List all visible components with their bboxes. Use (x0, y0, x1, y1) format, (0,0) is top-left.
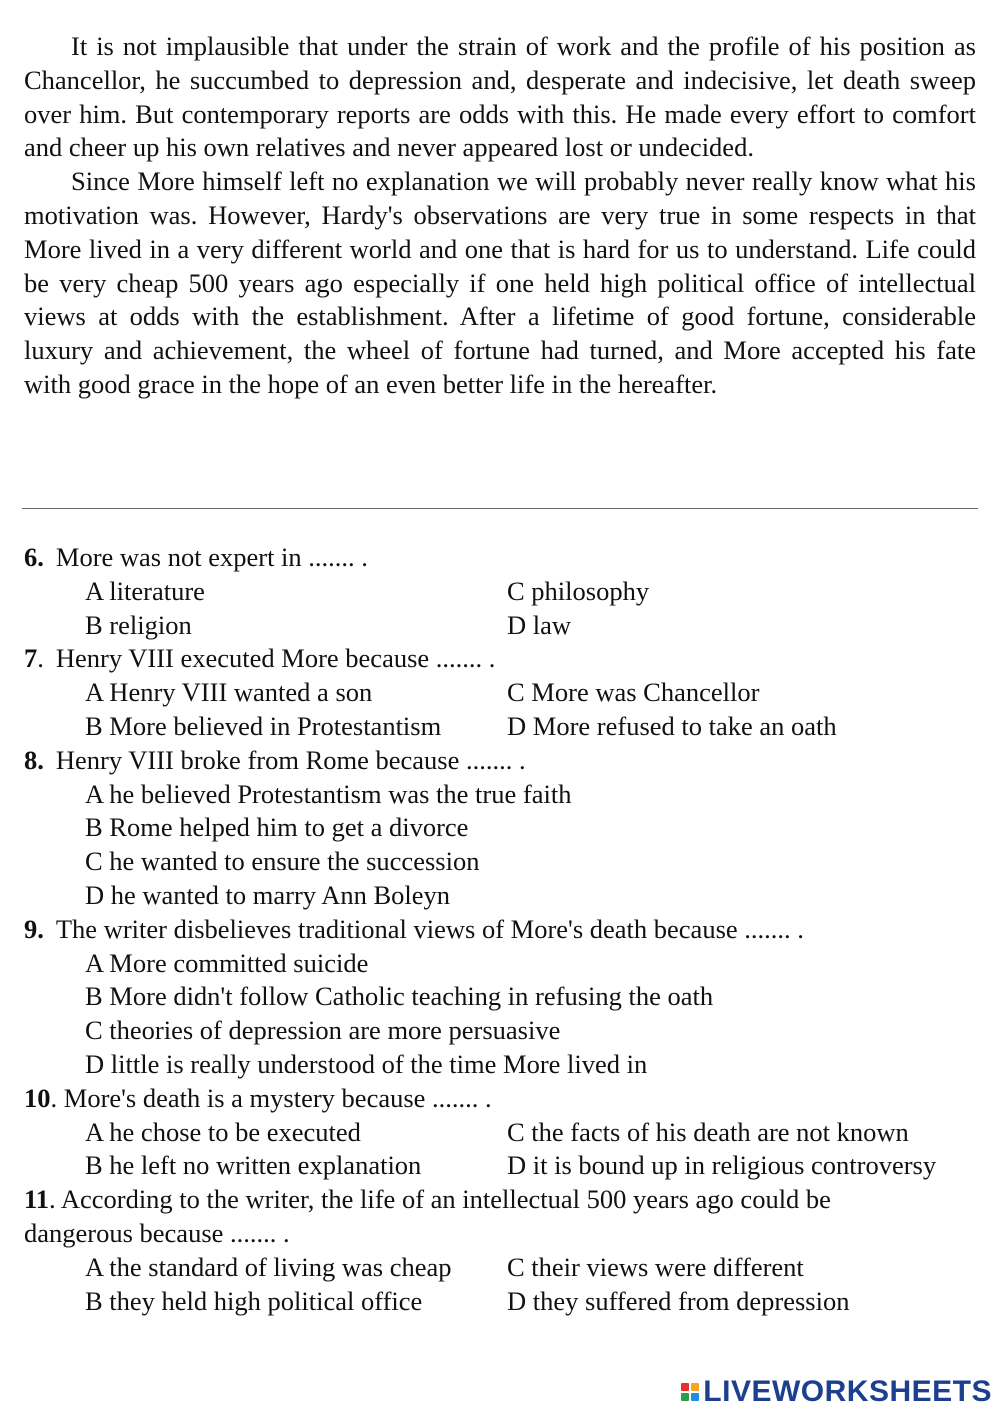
liveworksheets-logo (681, 1376, 992, 1408)
logo-text: LIVEWORKSHEETS (703, 1375, 992, 1408)
option-a[interactable]: A he believed Protestantism was the true faith (85, 778, 572, 809)
options-row (24, 676, 994, 710)
options-row (24, 1251, 994, 1285)
option-c[interactable]: C he wanted to ensure the succession (85, 846, 480, 877)
option-b[interactable]: B More believed in Protestantism (85, 710, 442, 741)
question-text: According to the writer, the life of an intellectual 500 years ago could be dangerous because ....... . (24, 1184, 831, 1248)
options-row (24, 1285, 994, 1319)
question-number: 6. (24, 542, 44, 572)
options-row (24, 778, 994, 812)
options-row (24, 710, 994, 744)
question-number-period: . (49, 1184, 56, 1215)
question-number: 9. (24, 913, 44, 944)
question-text: More's death is a mystery because ....... . (57, 1082, 492, 1113)
option-a[interactable]: A he chose to be executed (85, 1116, 361, 1147)
logo-square (691, 1393, 699, 1401)
question-text: The writer disbelieves traditional views of More's death because ....... . (55, 913, 804, 944)
options-row (24, 980, 994, 1014)
option-d[interactable]: D little is really understood of the time More lived in (85, 1048, 648, 1079)
question-10 (24, 1082, 994, 1116)
option-a[interactable]: A Henry VIII wanted a son (85, 677, 373, 708)
options-row (24, 609, 994, 643)
reading-passage (24, 30, 976, 402)
question-11 (24, 1183, 924, 1251)
question-text: Henry VIII executed More because ....... . (55, 643, 496, 674)
section-divider (22, 508, 978, 509)
options-row (24, 1048, 994, 1082)
options-row (24, 1149, 994, 1183)
option-c[interactable]: C More was Chancellor (507, 677, 760, 708)
option-d[interactable]: D they suffered from depression (507, 1285, 850, 1316)
logo-square (681, 1393, 689, 1401)
question-text: Henry VIII broke from Rome because ....... . (55, 744, 526, 775)
option-d[interactable]: D More refused to take an oath (507, 710, 837, 741)
options-row (24, 947, 994, 981)
option-c[interactable]: C the facts of his death are not known (507, 1116, 909, 1147)
options-row (24, 879, 994, 913)
option-a[interactable]: A literature (85, 575, 205, 606)
option-b[interactable]: B he left no written explanation (85, 1150, 422, 1181)
option-c[interactable]: C their views were different (507, 1251, 804, 1282)
options-row (24, 1014, 994, 1048)
question-number-period: . (50, 1082, 58, 1113)
question-8 (24, 744, 994, 778)
question-9 (24, 913, 994, 947)
logo-square (681, 1383, 689, 1391)
option-c[interactable]: C theories of depression are more persuasive (85, 1015, 561, 1046)
option-d[interactable]: D it is bound up in religious controversy (507, 1150, 937, 1181)
option-a[interactable]: A More committed suicide (85, 947, 369, 978)
logo-square (691, 1383, 699, 1391)
question-number: 7 (24, 643, 38, 674)
passage-paragraph-2: Since More himself left no explanation we will probably never really know what his motivation was. However, Hardy's observations are very true in some respects in that More lived in a very different world and one that is hard for us to understand. Life could be very cheap 500 years ago especially if one held high political office of intellectual views at odds with the establishment. After a lifetime of good fortune, considerable luxury and achievement, the wheel of fortune had turned, and More accepted his fate with good grace in the hope of an even better life in the hereafter. (24, 166, 976, 399)
question-number-period: . (37, 643, 44, 674)
questions-section (24, 541, 994, 1318)
options-row (24, 811, 994, 845)
question-number: 8. (24, 744, 44, 775)
options-row (24, 575, 994, 609)
option-d[interactable]: D he wanted to marry Ann Boleyn (85, 879, 451, 910)
option-b[interactable]: B More didn't follow Catholic teaching in refusing the oath (85, 981, 714, 1012)
question-number: 11 (24, 1184, 50, 1215)
passage-paragraph-1: It is not implausible that under the strain of work and the profile of his position as Chancellor, he succumbed to depression and, desperate and indecisive, let death sweep over him. But contemporary reports are odds with this. He made every effort to comfort and cheer up his own relatives and never appeared lost or undecided. (24, 31, 976, 163)
question-text: More was not expert in ....... . (55, 542, 368, 572)
option-b[interactable]: B Rome helped him to get a divorce (85, 812, 469, 843)
options-row (24, 1116, 994, 1150)
liveworksheets-logo-icon (681, 1383, 699, 1401)
question-7 (24, 642, 994, 676)
option-b[interactable]: B religion (85, 609, 192, 640)
question-6 (24, 541, 994, 575)
option-c[interactable]: C philosophy (507, 575, 650, 606)
options-row (24, 845, 994, 879)
option-a[interactable]: A the standard of living was cheap (85, 1251, 452, 1282)
question-number: 10 (24, 1082, 51, 1113)
option-d[interactable]: D law (507, 609, 572, 640)
option-b[interactable]: B they held high political office (85, 1285, 423, 1316)
